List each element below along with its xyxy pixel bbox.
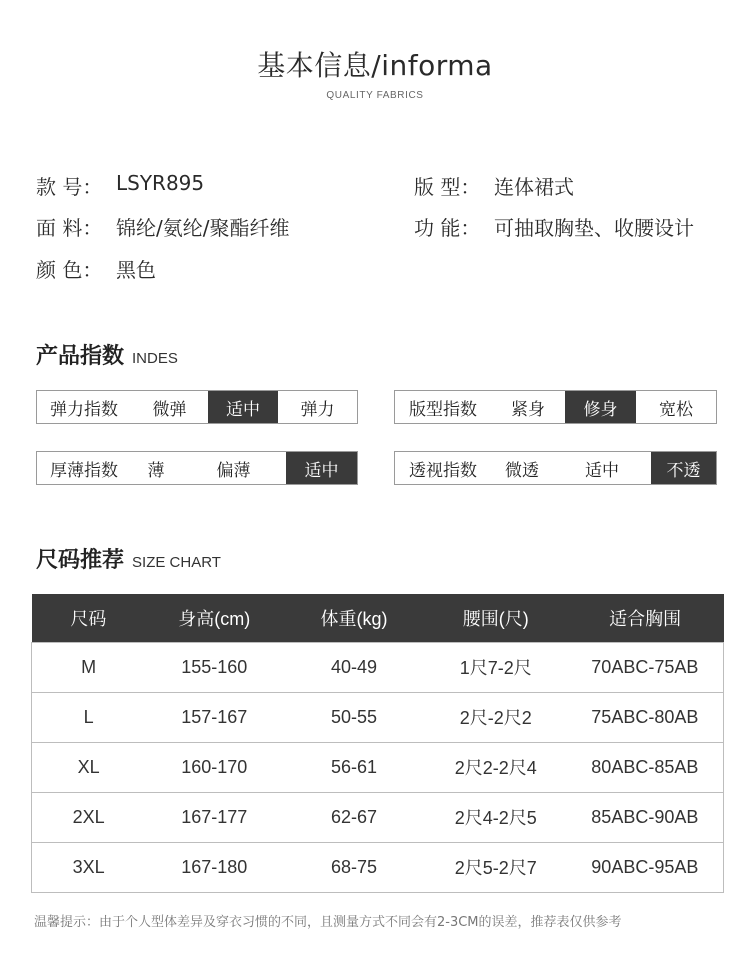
index-label: 厚薄指数 (50, 460, 118, 481)
index-thickness (36, 451, 358, 485)
info-label: 颜 色： (36, 258, 103, 282)
table-cell: 68-75 (283, 842, 425, 892)
index-label: 透视指数 (409, 460, 477, 481)
table-cell: 2尺2-2尺4 (425, 742, 567, 792)
size-section-title (36, 543, 221, 574)
table-cell: 3XL (32, 842, 146, 892)
index-option: 宽松 (659, 399, 693, 420)
table-header-cell: 身高(cm) (145, 594, 283, 642)
info-color (36, 254, 156, 283)
table-cell: XL (32, 742, 146, 792)
table-cell: 50-55 (283, 692, 425, 742)
index-option-selected: 适中 (208, 391, 278, 423)
info-style-no (36, 171, 204, 200)
info-value: 黑色 (116, 258, 156, 282)
index-label: 弹力指数 (50, 399, 118, 420)
table-cell: 80ABC-85AB (567, 742, 724, 792)
table-row (32, 692, 724, 742)
table-cell: 90ABC-95AB (567, 842, 724, 892)
table-cell: 155-160 (145, 642, 283, 692)
index-title-cn: 产品指数 (36, 344, 125, 369)
table-cell: 56-61 (283, 742, 425, 792)
index-option: 弹力 (300, 399, 335, 420)
index-option: 紧身 (511, 399, 545, 420)
table-header-cell: 体重(kg) (283, 594, 425, 642)
info-value: 可抽取胸垫、收腰设计 (494, 216, 694, 240)
index-option: 薄 (147, 460, 165, 481)
table-cell: 157-167 (145, 692, 283, 742)
info-value: 锦纶/氨纶/聚酯纤维 (116, 216, 290, 240)
table-cell: 167-177 (145, 792, 283, 842)
table-cell: 75ABC-80AB (567, 692, 724, 742)
table-cell: 40-49 (283, 642, 425, 692)
info-label: 版 型： (414, 175, 481, 199)
index-transparency (394, 451, 717, 485)
info-label: 款 号： (36, 175, 103, 199)
info-fabric (36, 212, 289, 241)
index-option: 微弹 (152, 399, 187, 420)
table-row (32, 742, 724, 792)
table-cell: 167-180 (145, 842, 283, 892)
table-cell: 1尺7-2尺 (425, 642, 567, 692)
info-function (414, 212, 694, 241)
info-label: 面 料： (36, 216, 103, 240)
table-cell: 70ABC-75AB (567, 642, 724, 692)
table-cell: L (32, 692, 146, 742)
table-header-row (32, 594, 724, 642)
index-shape (394, 390, 717, 424)
size-title-en: SIZE CHART (132, 554, 221, 571)
table-header-cell: 适合胸围 (567, 594, 724, 642)
page-title: 基本信息/informa (257, 49, 493, 82)
table-cell: 2尺5-2尺7 (425, 842, 567, 892)
table-header-cell: 腰围(尺) (425, 594, 567, 642)
footnote: 温馨提示：由于个人型体差异及穿衣习惯的不同，且测量方式不同会有2-3CM的误差，推荐表仅供参考 (34, 915, 622, 930)
index-elasticity (36, 390, 358, 424)
index-option-selected: 适中 (286, 452, 357, 484)
size-chart-table (31, 594, 724, 893)
info-value: LSYR895 (116, 171, 205, 195)
table-cell: 160-170 (145, 742, 283, 792)
table-cell: M (32, 642, 146, 692)
info-value: 连体裙式 (494, 175, 574, 199)
table-cell: 2尺4-2尺5 (425, 792, 567, 842)
index-label: 版型指数 (409, 399, 477, 420)
index-section-title (36, 339, 178, 370)
index-option: 偏薄 (216, 460, 251, 481)
table-cell: 2XL (32, 792, 146, 842)
index-option-selected: 不透 (651, 452, 716, 484)
info-label: 功 能： (414, 216, 481, 240)
info-fit (414, 171, 574, 200)
size-title-cn: 尺码推荐 (36, 548, 125, 573)
index-option: 适中 (585, 460, 619, 481)
table-row (32, 642, 724, 692)
page-subtitle: QUALITY FABRICS (326, 90, 424, 101)
index-title-en: INDES (132, 350, 178, 367)
table-cell: 85ABC-90AB (567, 792, 724, 842)
index-option-selected: 修身 (565, 391, 636, 423)
table-cell: 2尺-2尺2 (425, 692, 567, 742)
index-option: 微透 (505, 460, 539, 481)
table-row (32, 792, 724, 842)
table-cell: 62-67 (283, 792, 425, 842)
table-header-cell: 尺码 (32, 594, 146, 642)
table-row (32, 842, 724, 892)
